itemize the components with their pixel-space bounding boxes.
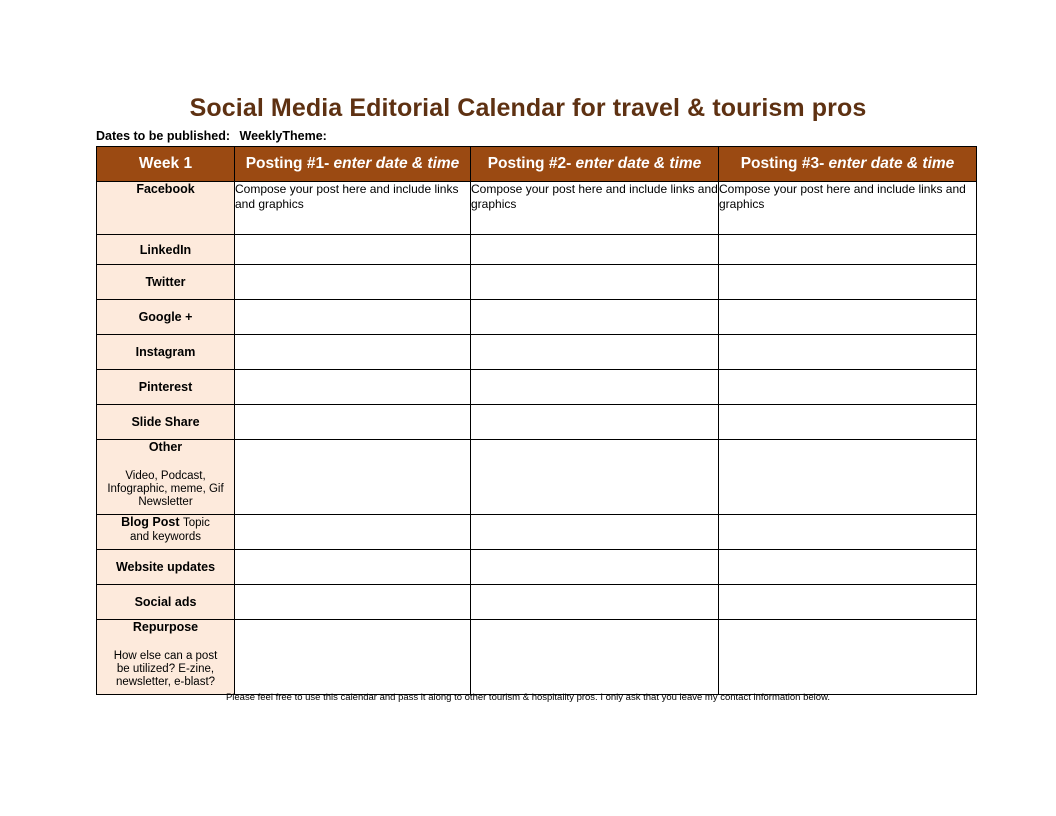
- label-pinterest: Pinterest: [97, 370, 235, 405]
- blog-sub-1: Topic: [182, 517, 210, 529]
- other-posting2-cell[interactable]: [471, 440, 719, 515]
- twitter-posting3-cell[interactable]: [719, 265, 977, 300]
- repurpose-sub-1: How else can a post: [113, 650, 218, 662]
- row-other: [97, 440, 977, 515]
- google-posting2-cell[interactable]: [471, 300, 719, 335]
- twitter-posting1-cell[interactable]: [235, 265, 471, 300]
- instagram-posting2-cell[interactable]: [471, 335, 719, 370]
- label-instagram: Instagram: [97, 335, 235, 370]
- socialads-posting3-cell[interactable]: [719, 585, 977, 620]
- row-slideshare: [97, 405, 977, 440]
- page-title: Social Media Editorial Calendar for travel & tourism pros: [189, 94, 867, 122]
- row-repurpose: [97, 620, 977, 695]
- google-posting1-cell[interactable]: [235, 300, 471, 335]
- other-sub-1: Video, Podcast,: [125, 470, 206, 482]
- label-repurpose-cell: [97, 620, 235, 695]
- publish-info: [96, 129, 333, 143]
- header-row: [97, 147, 977, 182]
- calendar-table: [96, 146, 977, 695]
- row-socialads: [97, 585, 977, 620]
- slideshare-posting2-cell[interactable]: [471, 405, 719, 440]
- website-posting2-cell[interactable]: [471, 550, 719, 585]
- repurpose-posting1-cell[interactable]: [235, 620, 471, 695]
- facebook-posting2-cell[interactable]: Compose your post here and include links and graphics: [471, 182, 719, 235]
- repurpose-sub-2: be utilized? E-zine,: [116, 663, 215, 675]
- linkedin-posting1-cell[interactable]: [235, 235, 471, 265]
- week-header: Week 1: [97, 147, 235, 182]
- posting2-title: Posting #2-: [487, 155, 572, 172]
- posting1-note: enter date & time: [333, 155, 460, 172]
- label-slideshare: Slide Share: [97, 405, 235, 440]
- facebook-posting1-cell[interactable]: Compose your post here and include links and graphics: [235, 182, 471, 235]
- label-other: Other: [148, 440, 183, 454]
- blog-posting3-cell[interactable]: [719, 515, 977, 550]
- pinterest-posting1-cell[interactable]: [235, 370, 471, 405]
- footer-note: Please feel free to use this calendar and pass it along to other tourism & hospitality pros. I only ask that you leave my contact information below.: [225, 692, 831, 703]
- label-website: Website updates: [97, 550, 235, 585]
- socialads-posting2-cell[interactable]: [471, 585, 719, 620]
- row-twitter: [97, 265, 977, 300]
- repurpose-posting2-cell[interactable]: [471, 620, 719, 695]
- linkedin-posting3-cell[interactable]: [719, 235, 977, 265]
- pinterest-posting3-cell[interactable]: [719, 370, 977, 405]
- twitter-posting2-cell[interactable]: [471, 265, 719, 300]
- label-google: Google +: [97, 300, 235, 335]
- row-google: [97, 300, 977, 335]
- label-twitter: Twitter: [97, 265, 235, 300]
- row-facebook: [97, 182, 977, 235]
- facebook-posting3-cell[interactable]: Compose your post here and include links and graphics: [719, 182, 977, 235]
- pinterest-posting2-cell[interactable]: [471, 370, 719, 405]
- label-facebook: Facebook: [97, 182, 235, 235]
- posting2-header: [471, 147, 719, 182]
- posting3-header: [719, 147, 977, 182]
- label-blog-cell: [97, 515, 235, 550]
- slideshare-posting1-cell[interactable]: [235, 405, 471, 440]
- other-sub-2: Infographic, meme, Gif: [107, 483, 224, 495]
- other-posting3-cell[interactable]: [719, 440, 977, 515]
- linkedin-posting2-cell[interactable]: [471, 235, 719, 265]
- row-website: [97, 550, 977, 585]
- label-blog: Blog Post: [121, 515, 180, 529]
- blog-posting2-cell[interactable]: [471, 515, 719, 550]
- dates-label: Dates to be published:: [96, 129, 231, 143]
- website-posting3-cell[interactable]: [719, 550, 977, 585]
- row-linkedin: [97, 235, 977, 265]
- label-socialads: Social ads: [97, 585, 235, 620]
- repurpose-posting3-cell[interactable]: [719, 620, 977, 695]
- repurpose-sub-3: newsletter, e-blast?: [115, 676, 216, 688]
- row-pinterest: [97, 370, 977, 405]
- blog-posting1-cell[interactable]: [235, 515, 471, 550]
- posting3-title: Posting #3-: [740, 155, 825, 172]
- label-other-cell: [97, 440, 235, 515]
- google-posting3-cell[interactable]: [719, 300, 977, 335]
- other-sub-3: Newsletter: [138, 496, 193, 508]
- instagram-posting1-cell[interactable]: [235, 335, 471, 370]
- website-posting1-cell[interactable]: [235, 550, 471, 585]
- posting2-note: enter date & time: [575, 155, 702, 172]
- theme-label: WeeklyTheme:: [239, 129, 327, 143]
- blog-sub-2: and keywords: [130, 531, 201, 543]
- socialads-posting1-cell[interactable]: [235, 585, 471, 620]
- posting1-title: Posting #1-: [245, 155, 330, 172]
- instagram-posting3-cell[interactable]: [719, 335, 977, 370]
- row-instagram: [97, 335, 977, 370]
- posting1-header: [235, 147, 471, 182]
- label-repurpose: Repurpose: [132, 620, 199, 634]
- posting3-note: enter date & time: [828, 155, 955, 172]
- label-linkedin: LinkedIn: [97, 235, 235, 265]
- row-blog: [97, 515, 977, 550]
- slideshare-posting3-cell[interactable]: [719, 405, 977, 440]
- other-posting1-cell[interactable]: [235, 440, 471, 515]
